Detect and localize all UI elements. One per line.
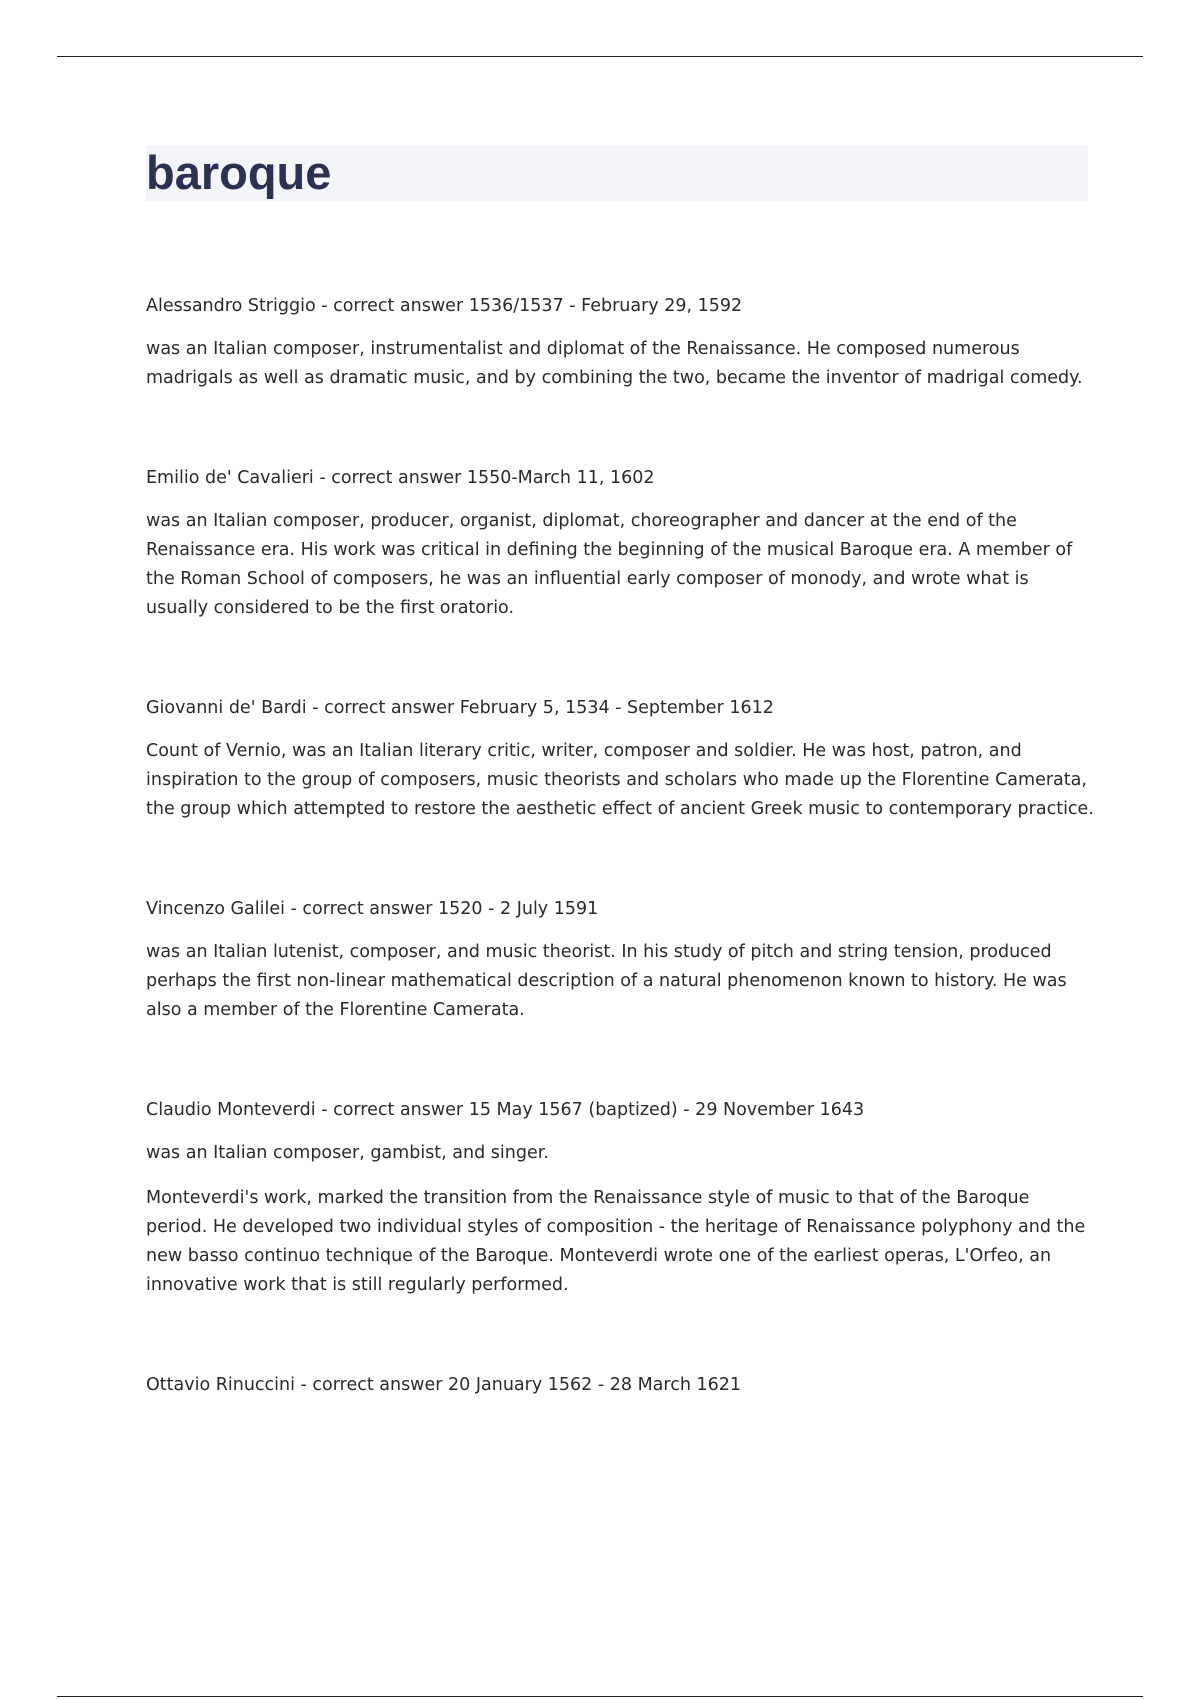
entry-term: Giovanni de' Bardi - correct answer February 5, 1534 - September 1612 (146, 698, 774, 718)
flashcard-list (146, 292, 1096, 1414)
entry-term: Ottavio Rinuccini - correct answer 20 January 1562 - 28 March 1621 (146, 1375, 742, 1395)
entry-spacer (146, 639, 1096, 694)
entry-term: Alessandro Striggio - correct answer 1536/1537 - February 29, 1592 (146, 296, 743, 316)
entry-term: Vincenzo Galilei - correct answer 1520 - 2 July 1591 (146, 899, 599, 919)
entry-definition: Monteverdi's work, marked the transition from the Renaissance style of music to that of the Baroque period. He developed two individual styles of composition - the heritage of Renaissance polyphony and the new basso continuo technique of the Baroque. Monteverdi wrote one of the earliest operas, L'Orfeo, an innovative work that is still regularly performed. (146, 1188, 1086, 1295)
entry-rinuccini (146, 1371, 1096, 1399)
entry-definition: Count of Vernio, was an Italian literary critic, writer, composer and soldier. He was host, patron, and inspiration to the group of composers, music theorists and scholars who made up the Florentine Camerata, the group which attempted to restore the aesthetic effect of ancient Greek music to contemporary practice. (146, 741, 1094, 819)
entry-definition: was an Italian composer, gambist, and singer. (146, 1143, 549, 1163)
entry-monteverdi (146, 1096, 1096, 1300)
entry-definition: was an Italian composer, instrumentalist and diplomat of the Renaissance. He composed numerous madrigals as well as dramatic music, and by combining the two, became the inventor of madrigal comedy. (146, 339, 1083, 388)
entry-galilei (146, 895, 1096, 1025)
entry-term: Emilio de' Cavalieri - correct answer 1550-March 11, 1602 (146, 468, 655, 488)
page-title: baroque (146, 146, 332, 199)
entry-cavalieri (146, 464, 1096, 623)
entry-definition: was an Italian composer, producer, organist, diplomat, choreographer and dancer at the end of the Renaissance era. His work was critical in defining the beginning of the musical Baroque era. A member of the Roman School of composers, he was an influential early composer of monody, and wrote what is usually considered to be the first oratorio. (146, 511, 1073, 618)
entry-definition: was an Italian lutenist, composer, and music theorist. In his study of pitch and string tension, produced perhaps the first non-linear mathematical description of a natural phenomenon known to history. He was also a member of the Florentine Camerata. (146, 942, 1067, 1020)
bottom-rule (57, 1696, 1143, 1697)
entry-bardi (146, 694, 1096, 824)
entry-term: Claudio Monteverdi - correct answer 15 May 1567 (baptized) - 29 November 1643 (146, 1100, 865, 1120)
entry-striggio (146, 292, 1096, 393)
entry-spacer (146, 409, 1096, 464)
top-rule (57, 56, 1143, 57)
entry-spacer (146, 840, 1096, 895)
entry-spacer (146, 1316, 1096, 1371)
entry-spacer (146, 1041, 1096, 1096)
